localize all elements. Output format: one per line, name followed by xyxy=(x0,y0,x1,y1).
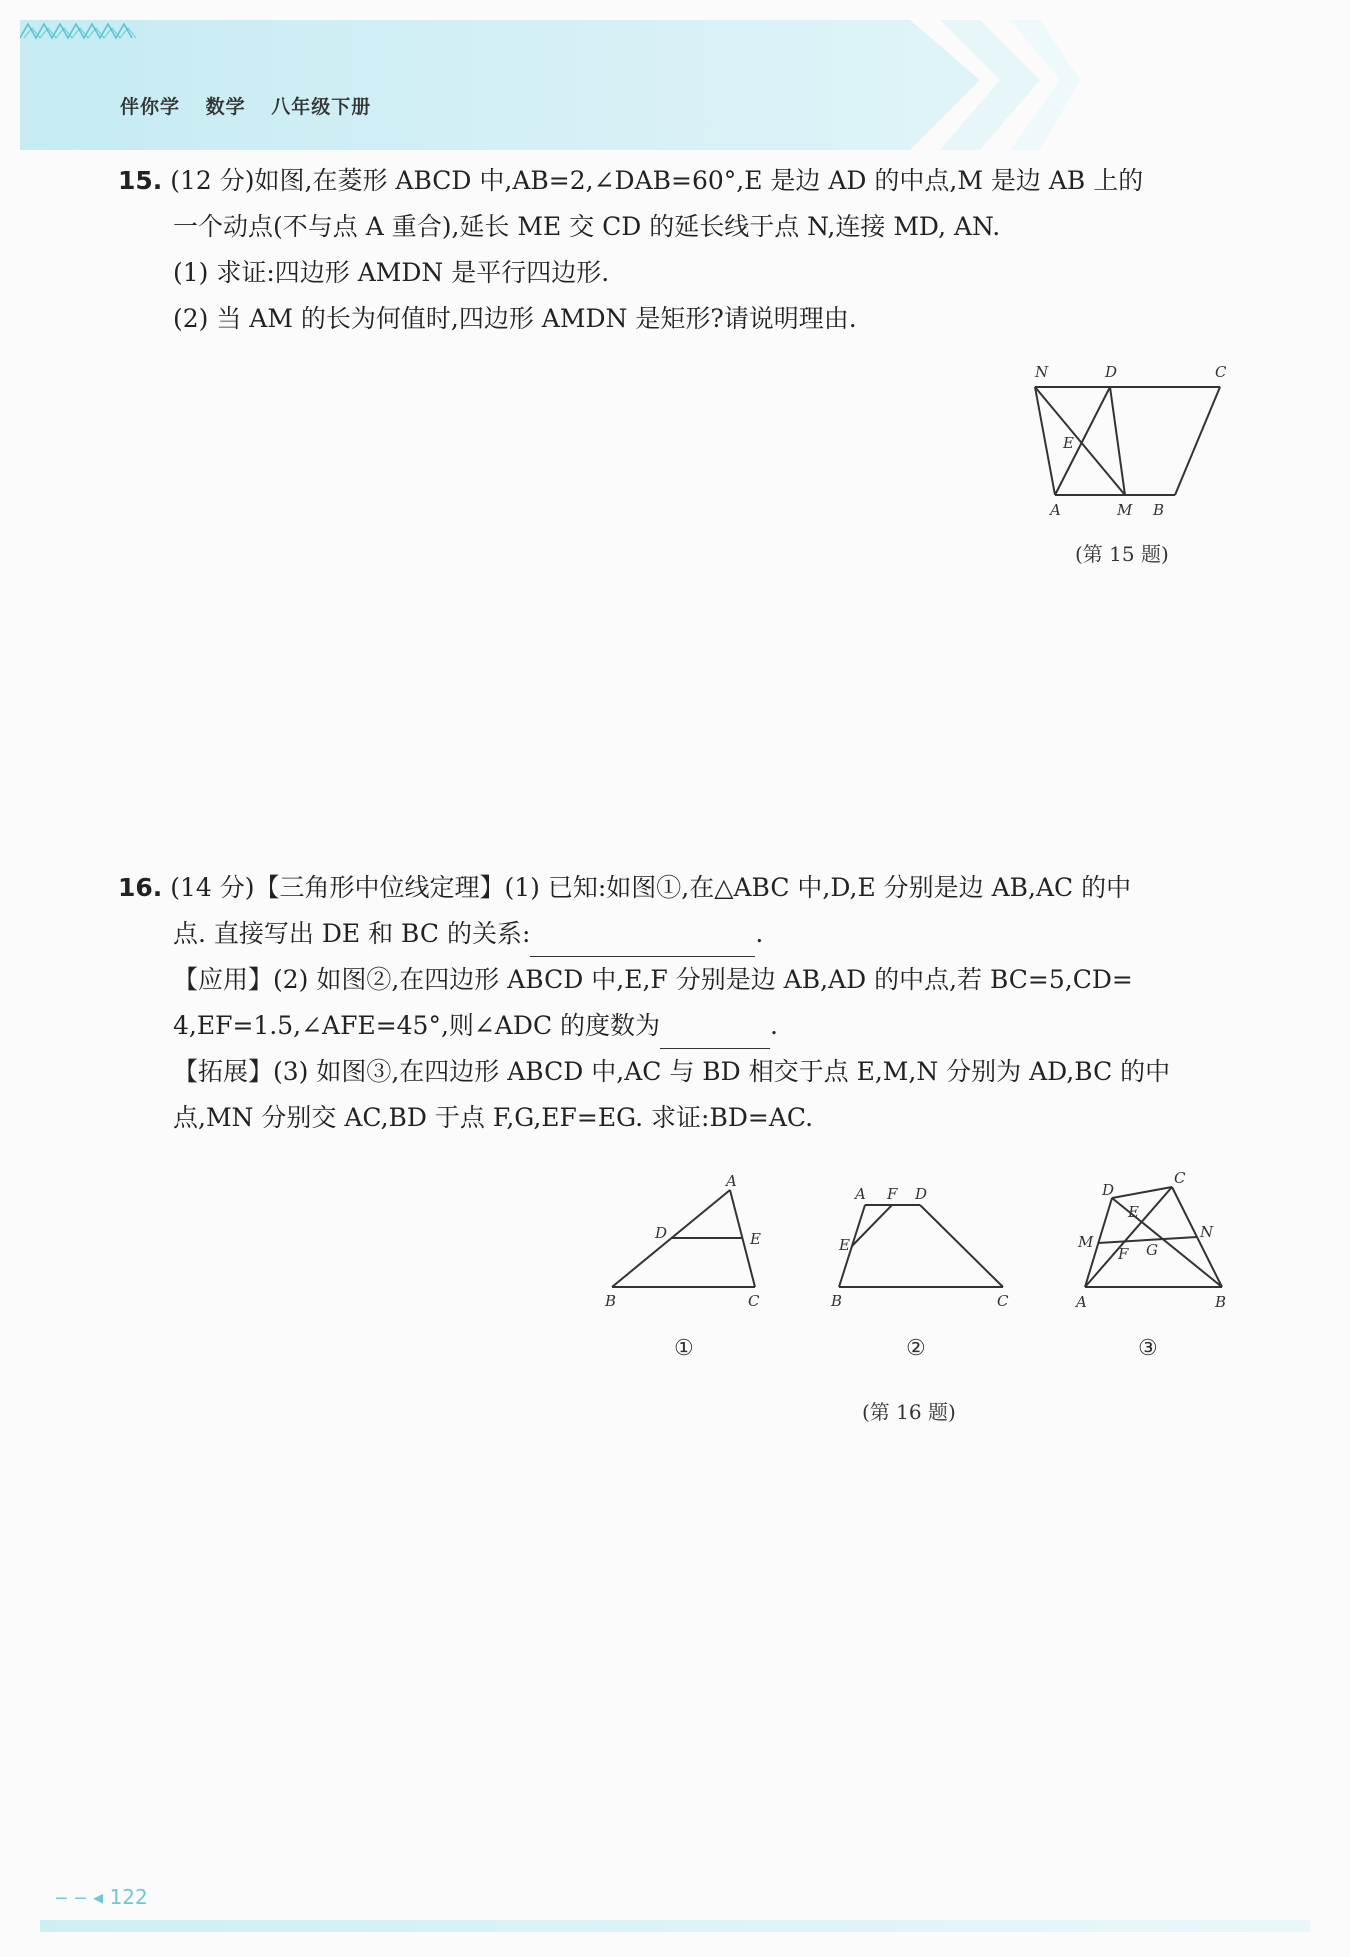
fig2-label-A: A xyxy=(855,1185,866,1203)
footer-band xyxy=(40,1920,1310,1932)
label-M: M xyxy=(1117,501,1133,519)
fig3-label-G: G xyxy=(1146,1241,1158,1259)
q16-line1: (14 分)【三角形中位线定理】(1) 已知:如图①,在△ABC 中,D,E 分别是边 AB,AC 的中 xyxy=(170,873,1132,902)
q15-figure xyxy=(1025,360,1235,530)
book-name: 伴你学 xyxy=(120,96,181,118)
q15-stem-line1 xyxy=(118,158,1243,204)
label-D: D xyxy=(1105,363,1118,381)
fig3-label-B: B xyxy=(1215,1293,1227,1311)
fig2-label-C: C xyxy=(997,1292,1009,1310)
fig2-label-F: F xyxy=(887,1185,898,1203)
q16-number: 16. xyxy=(118,873,163,902)
header-title xyxy=(120,92,389,119)
fig1-label-E: E xyxy=(750,1230,761,1248)
q16-line6: 点,MN 分别交 AC,BD 于点 F,G,EF=EG. 求证:BD=AC. xyxy=(173,1103,814,1132)
arrow-icon: ‒ ‒ ◂ xyxy=(55,1885,110,1909)
fig2-label-E: E xyxy=(839,1236,850,1254)
question-16 xyxy=(118,865,1243,1141)
q15-part2: (2) 当 AM 的长为何值时,四边形 AMDN 是矩形?请说明理由. xyxy=(173,304,857,333)
q16-line4: 4,EF=1.5,∠AFE=45°,则∠ADC 的度数为 . xyxy=(118,1003,1243,1049)
question-15 xyxy=(118,158,1243,342)
fig2-label-D: D xyxy=(915,1185,928,1203)
fig3-label-A: A xyxy=(1076,1293,1087,1311)
fig-mark-1: ① xyxy=(674,1336,694,1361)
fig1-label-D: D xyxy=(655,1224,668,1242)
answer-blank-1[interactable] xyxy=(530,926,755,957)
fig3-label-M: M xyxy=(1078,1233,1094,1251)
page-header xyxy=(20,20,1080,150)
q15-line2: 一个动点(不与点 A 重合),延长 ME 交 CD 的延长线于点 N,连接 MD, AN. xyxy=(173,212,1001,241)
subject-name: 数学 xyxy=(205,96,246,118)
q15-number: 15. xyxy=(118,166,163,195)
fig3-label-C: C xyxy=(1174,1169,1186,1187)
q16-figure-2 xyxy=(825,1172,1010,1312)
fig1-label-A: A xyxy=(726,1172,737,1190)
fig3-label-F: F xyxy=(1118,1245,1129,1263)
zigzag-decoration-icon xyxy=(20,20,140,40)
q16-stem-line1 xyxy=(118,865,1243,911)
q16-figure-1 xyxy=(600,1172,775,1312)
q16-caption: (第 16 题) xyxy=(862,1400,956,1424)
grade-name: 八年级下册 xyxy=(271,96,372,118)
label-N: N xyxy=(1035,363,1049,381)
answer-blank-2[interactable] xyxy=(660,1018,770,1049)
page-footer xyxy=(55,1885,148,1909)
label-B: B xyxy=(1153,501,1165,519)
q16-line2: 点. 直接写出 DE 和 BC 的关系: . xyxy=(118,911,1243,957)
q15-part1: (1) 求证:四边形 AMDN 是平行四边形. xyxy=(173,258,610,287)
fig1-label-C: C xyxy=(748,1292,760,1310)
fig3-label-N: N xyxy=(1200,1223,1214,1241)
q15-line1: (12 分)如图,在菱形 ABCD 中,AB=2,∠DAB=60°,E 是边 AD 的中点,M 是边 AB 上的 xyxy=(170,166,1144,195)
label-E: E xyxy=(1063,434,1074,452)
fig-mark-3: ③ xyxy=(1138,1336,1158,1361)
q15-caption: (第 15 题) xyxy=(1075,542,1169,566)
q16-line3: 【应用】(2) 如图②,在四边形 ABCD 中,E,F 分别是边 AB,AD 的中点,若 BC=5,CD= xyxy=(173,965,1133,994)
header-banner xyxy=(20,20,1080,150)
q16-line5: 【拓展】(3) 如图③,在四边形 ABCD 中,AC 与 BD 相交于点 E,M,N 分别为 AD,BC 的中 xyxy=(173,1057,1171,1086)
fig2-label-B: B xyxy=(831,1292,843,1310)
label-C: C xyxy=(1215,363,1227,381)
fig3-label-E: E xyxy=(1128,1203,1139,1221)
fig1-label-B: B xyxy=(605,1292,617,1310)
label-A: A xyxy=(1050,501,1061,519)
q16-figure-3 xyxy=(1060,1165,1240,1315)
fig3-label-D: D xyxy=(1102,1181,1115,1199)
page-number: 122 xyxy=(109,1885,148,1909)
fig-mark-2: ② xyxy=(906,1336,926,1361)
